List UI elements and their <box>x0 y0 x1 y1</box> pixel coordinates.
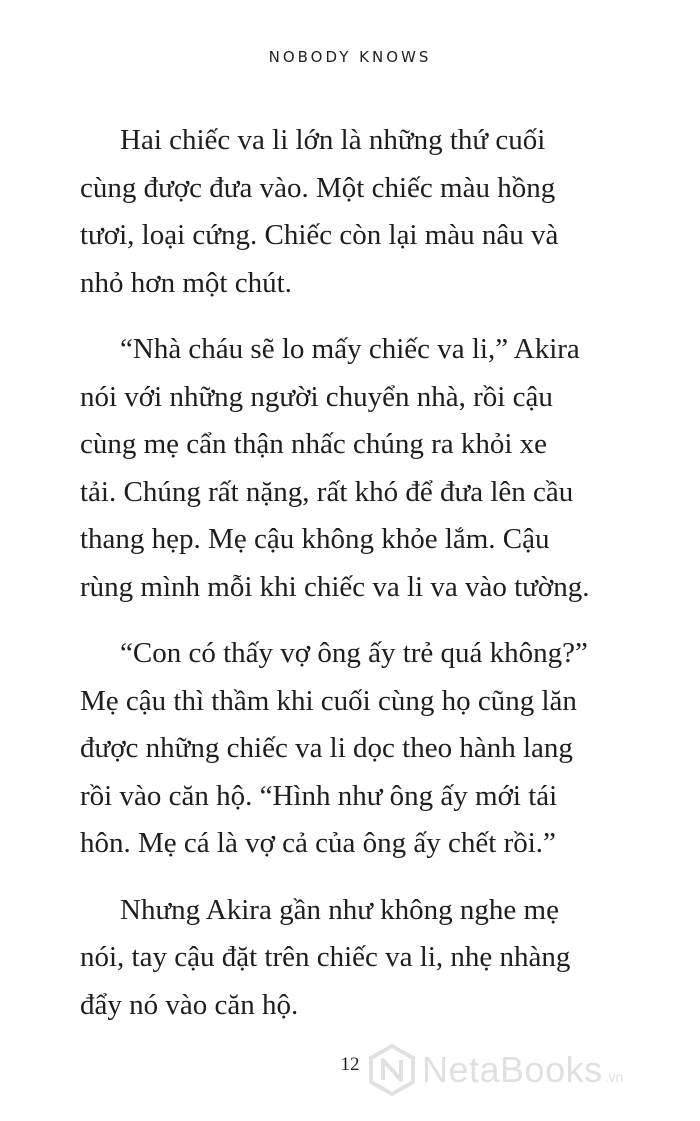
text-line: được những chiếc va li dọc theo hành lang <box>80 732 573 764</box>
watermark <box>368 1040 623 1100</box>
text-line: hôn. Mẹ cá là vợ cả của ông ấy chết rồi.” <box>80 827 556 859</box>
text-line: rùng mình mỗi khi chiếc va li va vào tường. <box>80 570 590 603</box>
text-line: rồi vào căn hộ. “Hình như ông ấy mới tái <box>80 779 558 812</box>
body-text <box>80 117 620 1048</box>
paragraph <box>80 630 620 868</box>
paragraph <box>80 326 620 611</box>
text-line: tươi, loại cứng. Chiếc còn lại màu nâu và <box>80 219 559 251</box>
paragraph <box>80 887 620 1030</box>
text-line: Nhưng Akira gần như không nghe mẹ <box>120 893 559 926</box>
text-line: tải. Chúng rất nặng, rất khó để đưa lên cầu <box>80 475 574 508</box>
watermark-brand: NetaBooks <box>422 1049 603 1090</box>
text-line: thang hẹp. Mẹ cậu không khỏe lắm. Cậu <box>80 523 550 555</box>
text-line: cùng được đưa vào. Một chiếc màu hồng <box>80 171 556 204</box>
running-head: NOBODY KNOWS <box>268 48 432 66</box>
text-line: “Nhà cháu sẽ lo mấy chiếc va li,” Akira <box>120 333 580 365</box>
text-line: nhỏ hơn một chút. <box>80 266 292 299</box>
text-line: đẩy nó vào căn hộ. <box>80 988 299 1021</box>
netabooks-logo-icon <box>368 1044 416 1096</box>
text-line: Hai chiếc va li lớn là những thứ cuối <box>120 124 546 156</box>
text-line: Mẹ cậu thì thầm khi cuối cùng họ cũng lăn <box>80 684 577 717</box>
text-line: cùng mẹ cẩn thận nhấc chúng ra khỏi xe <box>80 428 548 460</box>
text-line: “Con có thấy vợ ông ấy trẻ quá không?” <box>120 637 588 669</box>
text-line: nói với những người chuyển nhà, rồi cậu <box>80 380 553 413</box>
watermark-suffix: .vn <box>604 1069 624 1085</box>
paragraph <box>80 117 620 307</box>
page-number: 12 <box>340 1054 360 1075</box>
text-line: nói, tay cậu đặt trên chiếc va li, nhẹ nhàng <box>80 941 571 973</box>
